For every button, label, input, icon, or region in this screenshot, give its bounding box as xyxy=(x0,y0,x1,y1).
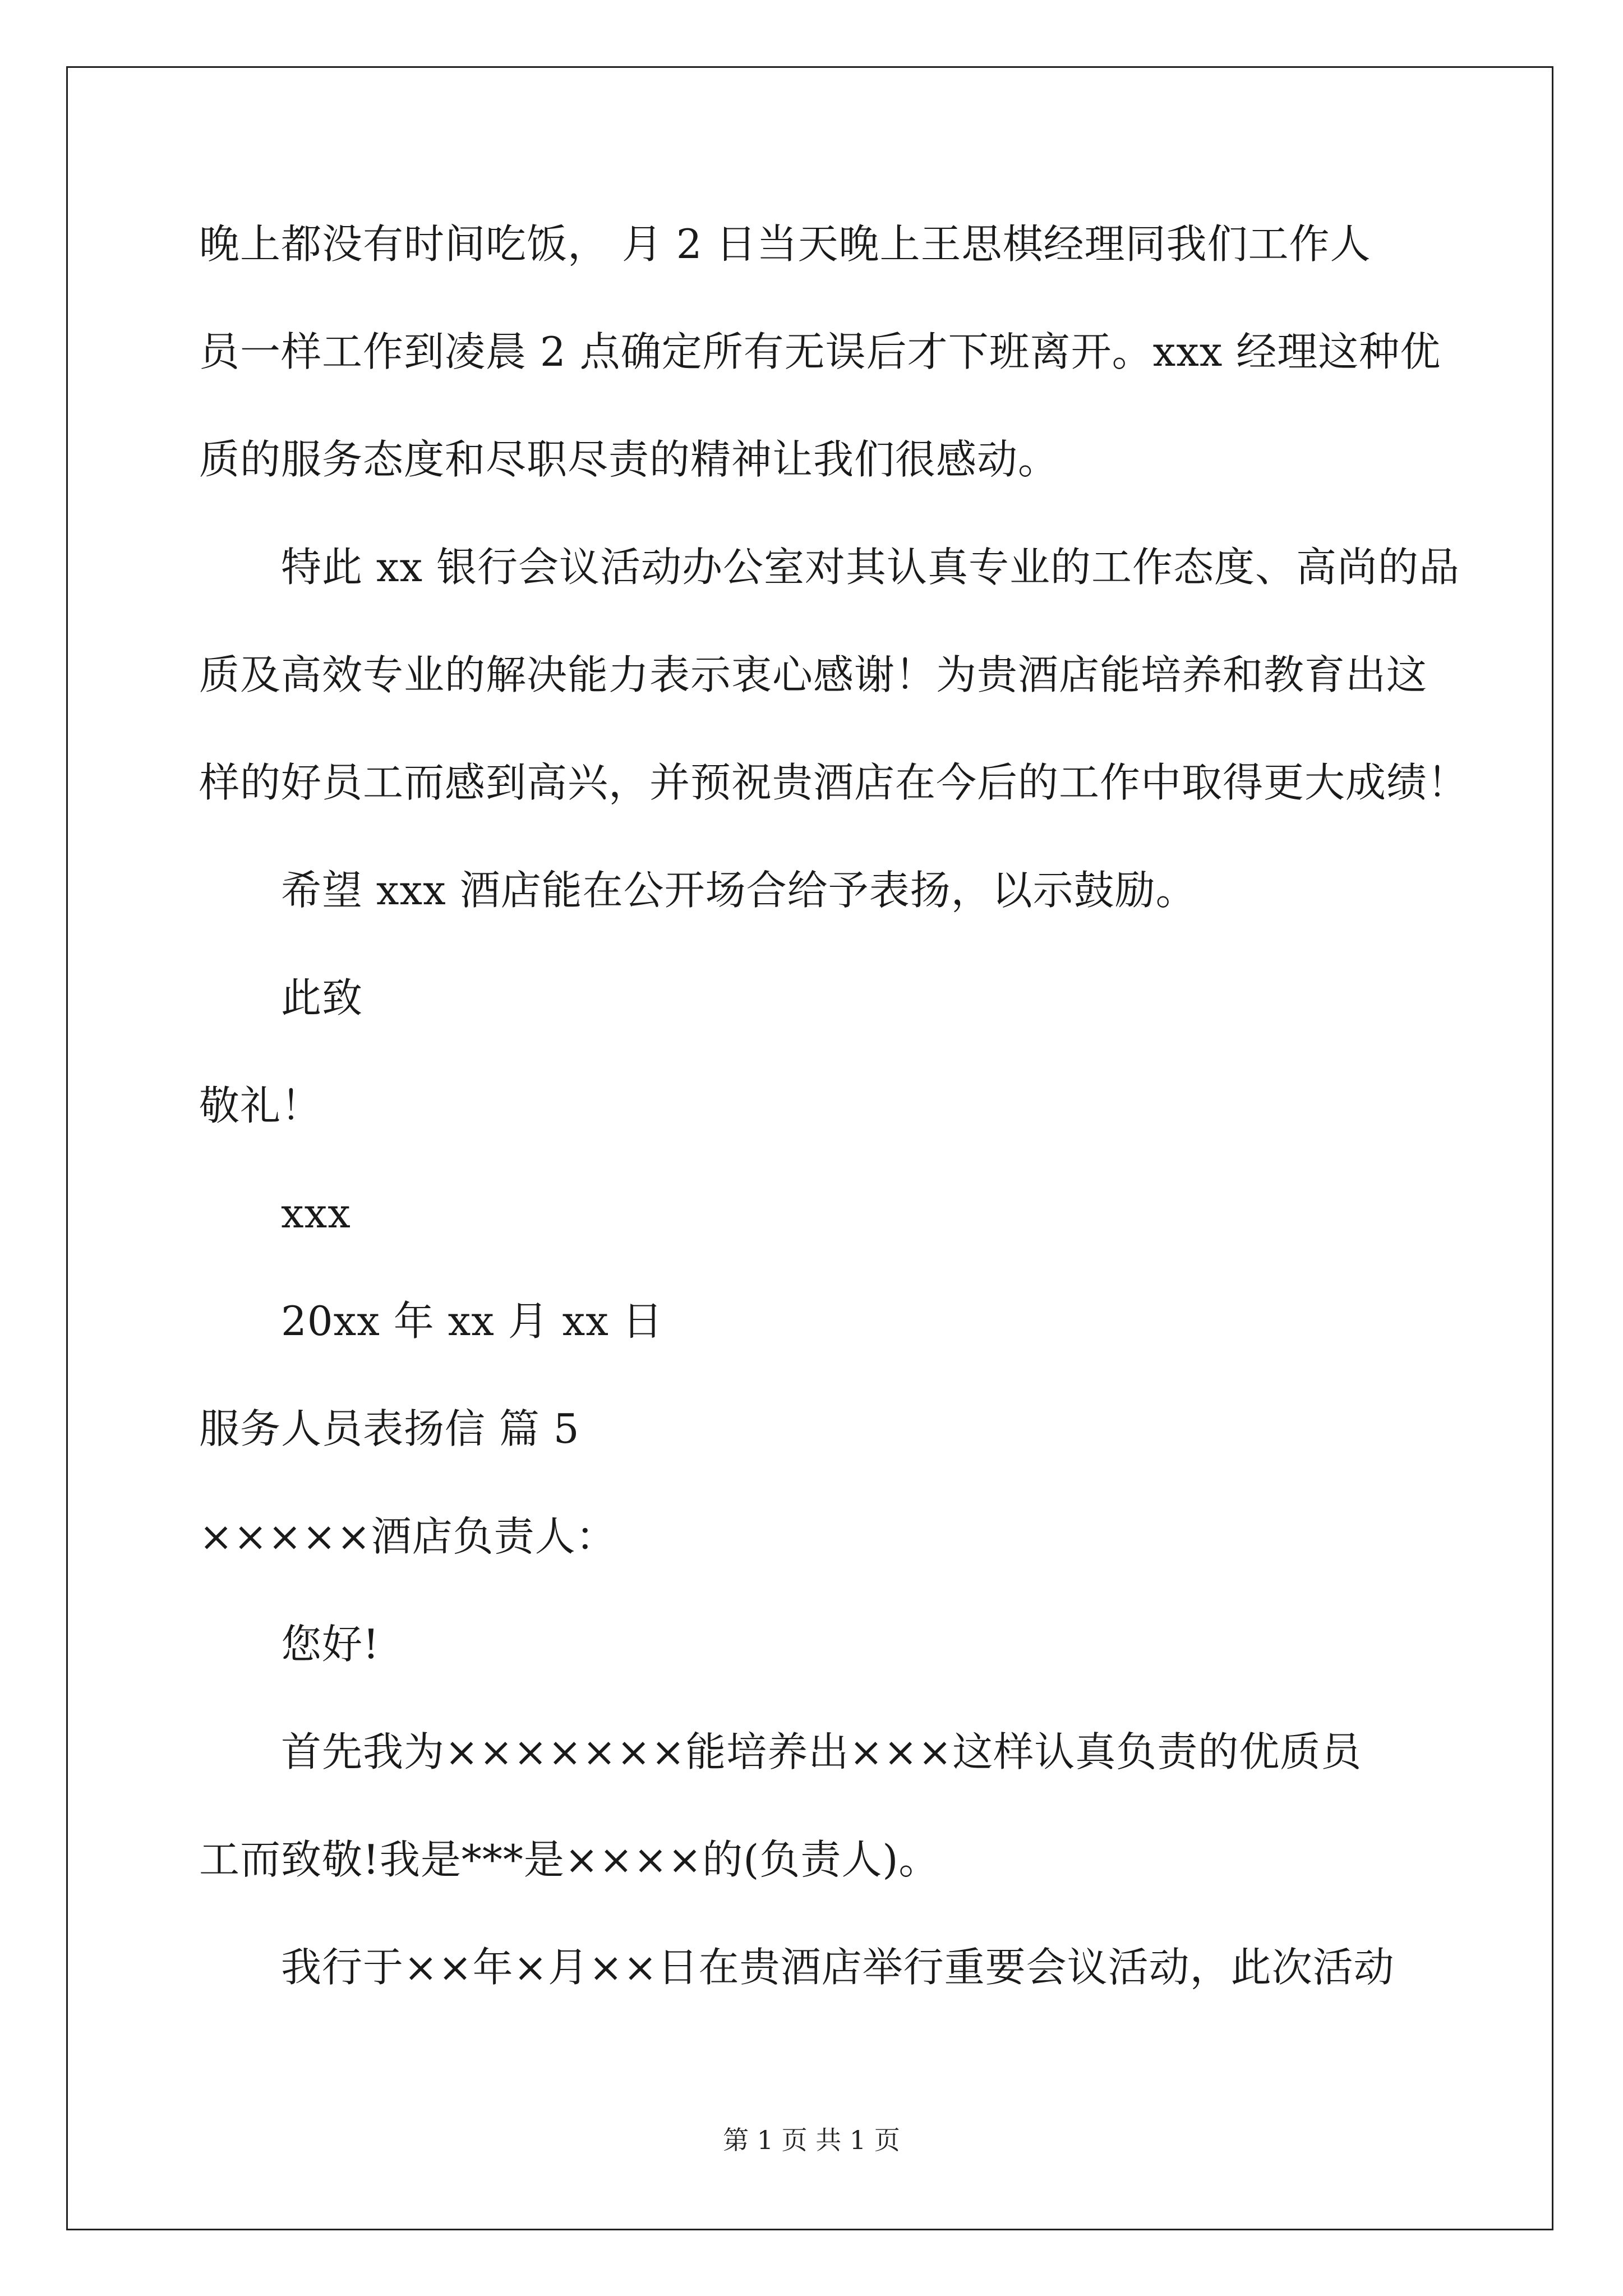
text-line: 首先我为×××××××能培养出×××这样认真负责的优质员 xyxy=(281,1728,1362,1775)
greeting-line: 您好! xyxy=(281,1621,380,1668)
text-line: 晚上都没有时间吃饭， 月 2 日当天晚上王思棋经理同我们工作人 xyxy=(199,220,1371,268)
date-line: 20xx 年 xx 月 xx 日 xyxy=(281,1297,663,1345)
document-body xyxy=(199,213,1469,2044)
closing-regards: 敬礼！ xyxy=(199,1082,322,1129)
closing-salutation: 此致 xyxy=(281,974,363,1022)
section-heading: 服务人员表扬信 篇 5 xyxy=(199,1405,580,1452)
signature: xxx xyxy=(281,1190,351,1237)
text-line: 员一样工作到凌晨 2 点确定所有无误后才下班离开。xxx 经理这种优 xyxy=(199,328,1441,375)
text-line: 我行于××年×月××日在贵酒店举行重要会议活动，此次活动 xyxy=(281,1944,1395,1991)
recipient-line: ×××××酒店负责人： xyxy=(199,1513,617,1560)
text-line: 质的服务态度和尽职尽责的精神让我们很感动。 xyxy=(199,436,1059,483)
page-number-footer: 第 1 页 共 1 页 xyxy=(723,2125,900,2155)
text-line: 希望 xxx 酒店能在公开场合给予表扬，以示鼓励。 xyxy=(281,867,1197,914)
text-line: 样的好员工而感到高兴，并预祝贵酒店在今后的工作中取得更大成绩！ xyxy=(199,759,1469,806)
text-line: 质及高效专业的解决能力表示衷心感谢！为贵酒店能培养和教育出这 xyxy=(199,651,1428,698)
text-line: 工而致敬!我是***是××××的(负责人)。 xyxy=(199,1836,940,1883)
text-line: 特此 xx 银行会议活动办公室对其认真专业的工作态度、高尚的品 xyxy=(281,544,1460,591)
